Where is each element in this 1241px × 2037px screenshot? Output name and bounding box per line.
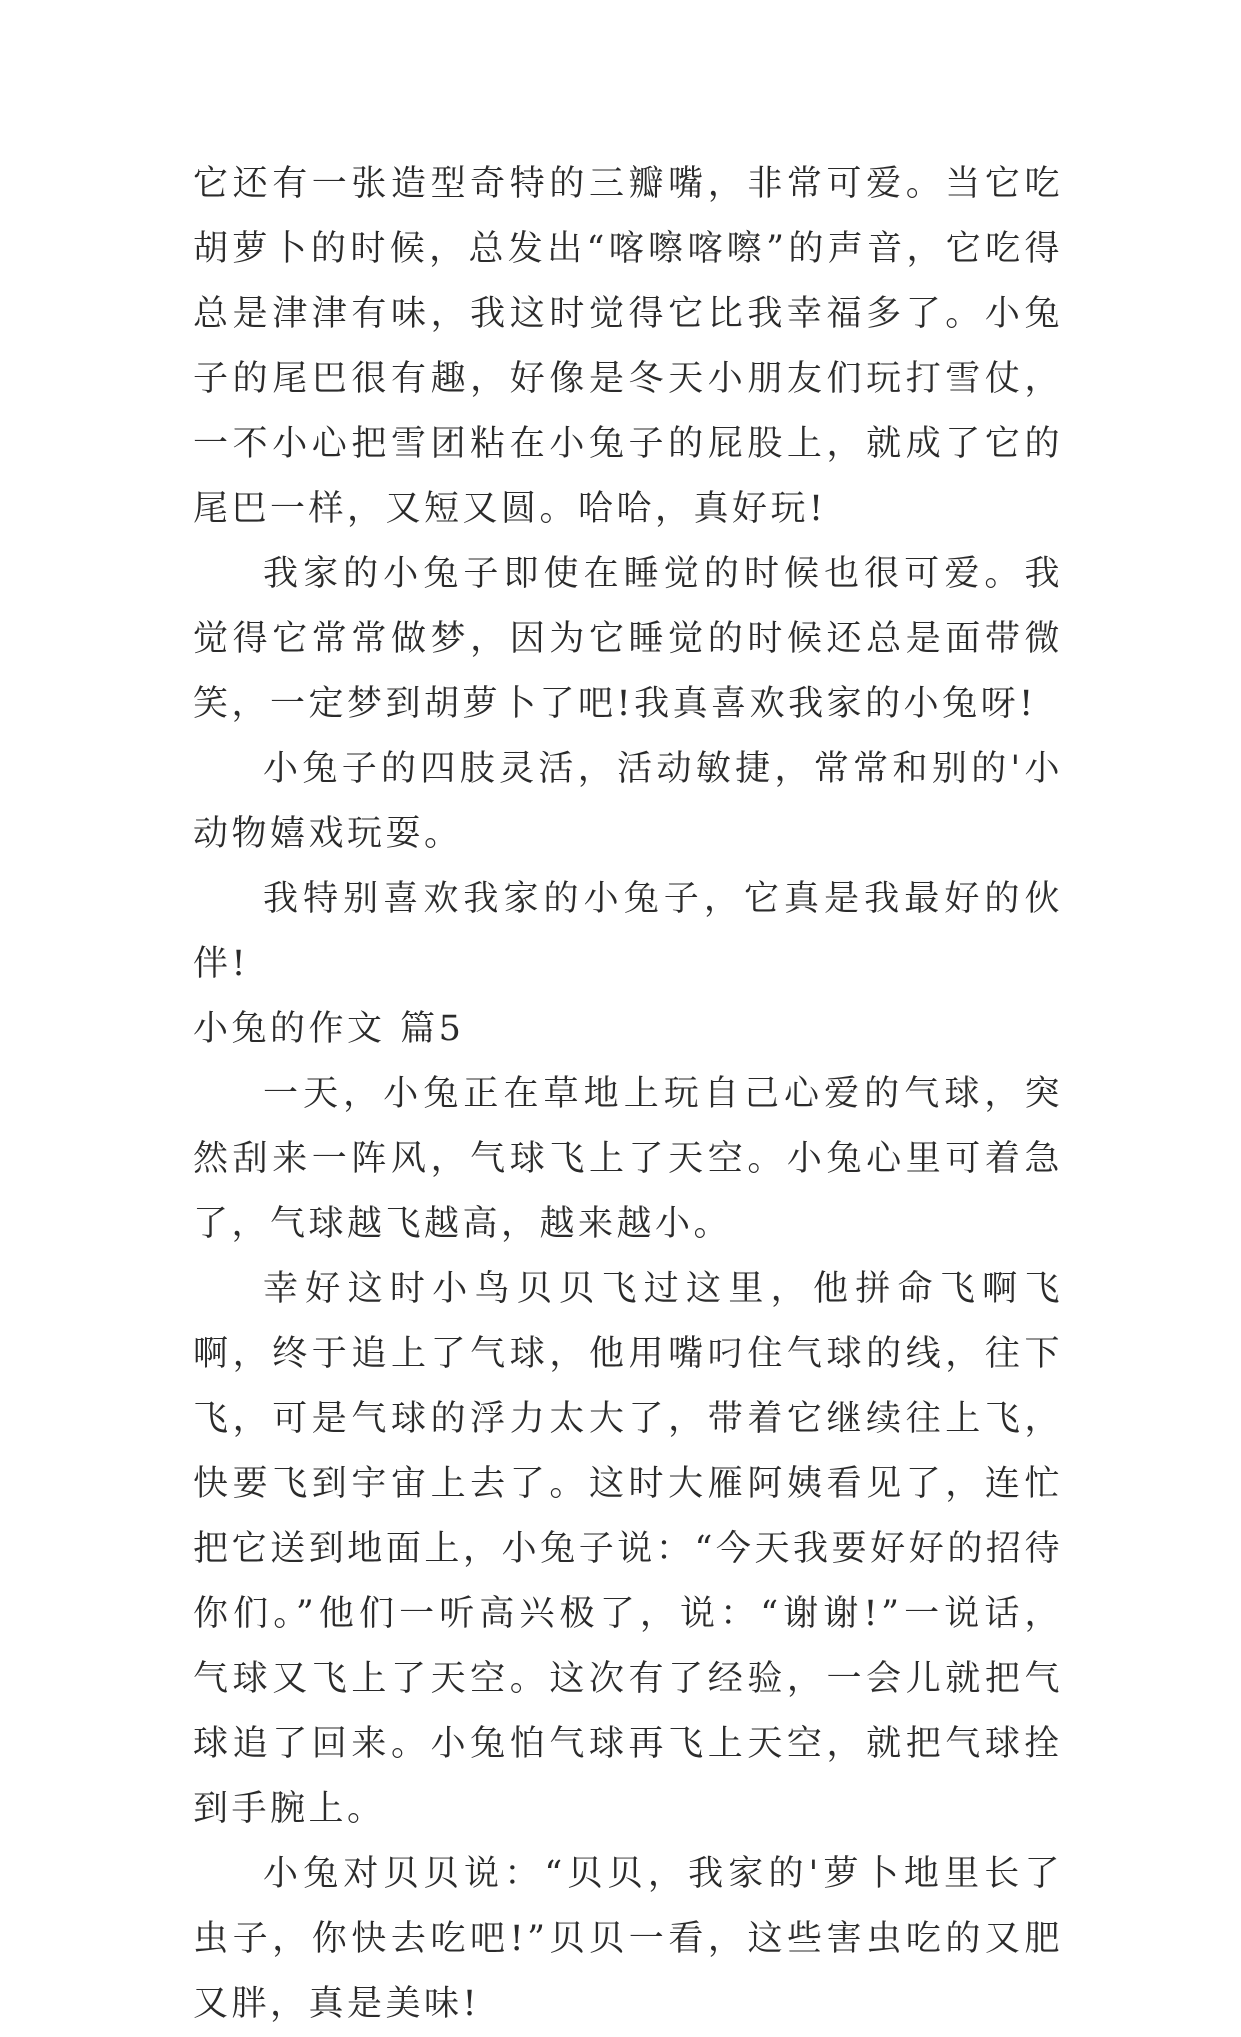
paragraph-bird-rescue: 幸好这时小鸟贝贝飞过这里，他拼命飞啊飞啊，终于追上了气球，他用嘴叼住气球的线，往下飞，可是气球的浮力太大了，带着它继续往上飞，快要飞到宇宙上去了。这时大雁阿姨看见了，连忙把它送到地面上，小兔子说：“今天我要好好的招待你们。”他们一听高兴极了，说：“谢谢!”一说话，气球又飞上了天空。这次有了经验，一会儿就把气球追了回来。小兔怕气球再飞上天空，就把气球拴到手腕上。 [193, 1269, 1063, 1829]
paragraph-balloon-flies: 一天，小兔正在草地上玩自己心爱的气球，突然刮来一阵风，气球飞上了天空。小兔心里可着急了，气球越飞越高，越来越小。 [193, 1074, 1063, 1244]
paragraph-carrot-field: 小兔对贝贝说：“贝贝，我家的'萝卜地里长了虫子，你快去吃吧!”贝贝一看，这些害虫吃的又肥又胖，真是美味! [193, 1854, 1063, 2024]
document-body [193, 152, 1063, 2037]
paragraph-best-friend: 我特别喜欢我家的小兔子，它真是我最好的伙伴! [193, 879, 1063, 984]
essay-heading: 小兔的作文 篇5 [193, 1009, 465, 1049]
paragraph-rabbit-playing: 小兔子的四肢灵活，活动敏捷，常常和别的'小动物嬉戏玩耍。 [193, 749, 1063, 854]
paragraph-rabbit-mouth-tail: 它还有一张造型奇特的三瓣嘴，非常可爱。当它吃胡萝卜的时候，总发出“喀嚓喀嚓”的声音，它吃得总是津津有味，我这时觉得它比我幸福多了。小兔子的尾巴很有趣，好像是冬天小朋友们玩打雪仗，一不小心把雪团粘在小兔子的屁股上，就成了它的尾巴一样，又短又圆。哈哈，真好玩! [193, 164, 1063, 529]
paragraph-rabbit-sleeping: 我家的小兔子即使在睡觉的时候也很可爱。我觉得它常常做梦，因为它睡觉的时候还总是面带微笑，一定梦到胡萝卜了吧!我真喜欢我家的小兔呀! [193, 554, 1063, 724]
